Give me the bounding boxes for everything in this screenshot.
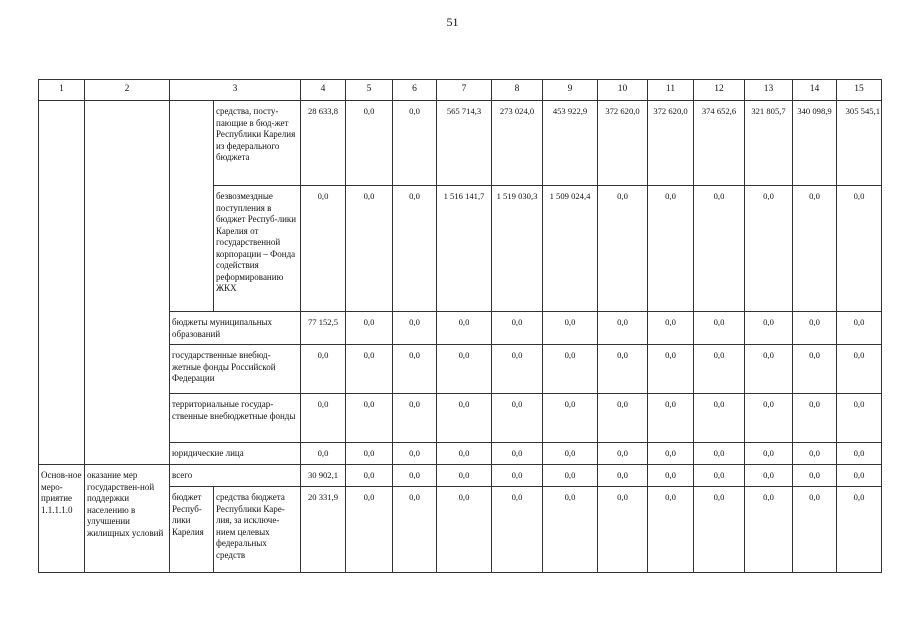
column-header: 12 [694,80,745,101]
value-cell: 0,0 [543,394,598,443]
column-header: 8 [492,80,543,101]
value-cell: 0,0 [393,394,437,443]
column-header: 11 [648,80,694,101]
value-cell: 0,0 [393,465,437,487]
value-cell: 0,0 [598,487,648,573]
value-cell: 0,0 [694,394,745,443]
value-cell: 0,0 [648,443,694,465]
value-cell: 0,0 [393,443,437,465]
value-cell: 453 922,9 [543,101,598,186]
total-label: всего [170,465,301,487]
row-label: безвозмездные поступления в бюджет Респуб-лики Карелия от государственной корпорации – Фонда содействия реформированию ЖКХ [214,186,301,312]
value-cell: 0,0 [437,443,492,465]
value-cell: 374 652,6 [694,101,745,186]
value-cell: 0,0 [745,487,793,573]
value-cell: 340 098,9 [793,101,837,186]
value-cell: 0,0 [837,394,882,443]
value-cell: 0,0 [346,345,393,394]
value-cell: 1 516 141,7 [437,186,492,312]
col2-blank-cell [85,101,170,465]
value-cell: 0,0 [437,312,492,345]
budget-sub-label: средства бюджета Республики Каре-лия, за исключе-нием целевых федеральных средств [214,487,301,573]
table-row [39,101,882,186]
value-cell: 0,0 [745,312,793,345]
value-cell: 0,0 [745,345,793,394]
value-cell: 0,0 [492,487,543,573]
value-cell: 0,0 [648,465,694,487]
value-cell: 0,0 [393,101,437,186]
column-header: 4 [301,80,346,101]
row-label: средства, посту-пающие в бюд-жет Республики Карелия из федерального бюджета [214,101,301,186]
col1-blank-cell [39,101,85,465]
value-cell: 0,0 [694,312,745,345]
value-cell: 0,0 [301,394,346,443]
row-label: бюджеты муниципальных образований [170,312,301,345]
value-cell: 0,0 [492,345,543,394]
value-cell: 0,0 [598,394,648,443]
value-cell: 0,0 [598,465,648,487]
value-cell: 321 805,7 [745,101,793,186]
value-cell: 0,0 [543,487,598,573]
value-cell: 0,0 [492,443,543,465]
value-cell: 0,0 [492,465,543,487]
value-cell: 273 024,0 [492,101,543,186]
event-name: оказание мер государствен-ной поддержки населению в улучшении жилищных условий [85,465,170,573]
value-cell: 0,0 [437,394,492,443]
value-cell: 28 633,8 [301,101,346,186]
value-cell: 0,0 [346,312,393,345]
value-cell: 0,0 [694,186,745,312]
row-label: юридические лица [170,443,301,465]
value-cell: 30 902,1 [301,465,346,487]
column-header: 15 [837,80,882,101]
value-cell: 0,0 [648,186,694,312]
value-cell: 0,0 [598,312,648,345]
value-cell: 77 152,5 [301,312,346,345]
value-cell: 0,0 [793,465,837,487]
value-cell: 0,0 [648,487,694,573]
value-cell: 305 545,1 [837,101,882,186]
value-cell: 0,0 [694,443,745,465]
column-header: 2 [85,80,170,101]
value-cell: 0,0 [745,394,793,443]
value-cell: 0,0 [492,312,543,345]
value-cell: 0,0 [648,394,694,443]
value-cell: 0,0 [346,443,393,465]
value-cell: 0,0 [837,443,882,465]
value-cell: 0,0 [346,394,393,443]
value-cell: 0,0 [793,487,837,573]
value-cell: 0,0 [437,465,492,487]
value-cell: 0,0 [492,394,543,443]
value-cell: 0,0 [793,345,837,394]
value-cell: 0,0 [301,186,346,312]
value-cell: 0,0 [437,345,492,394]
header-row [39,80,882,101]
column-header: 1 [39,80,85,101]
value-cell: 0,0 [837,186,882,312]
value-cell: 0,0 [598,186,648,312]
value-cell: 1 509 024,4 [543,186,598,312]
value-cell: 0,0 [837,465,882,487]
value-cell: 0,0 [346,101,393,186]
value-cell: 1 519 030,3 [492,186,543,312]
column-header: 7 [437,80,492,101]
value-cell: 0,0 [393,312,437,345]
value-cell: 0,0 [301,443,346,465]
row-label: государственные внебюд-жетные фонды Российской Федерации [170,345,301,394]
value-cell: 372 620,0 [648,101,694,186]
column-header: 5 [346,80,393,101]
value-cell: 0,0 [694,345,745,394]
value-cell: 0,0 [437,487,492,573]
column-header: 3 [170,80,301,101]
event-code: Основ-ное меро-приятие 1.1.1.1.0 [39,465,85,573]
column-header: 10 [598,80,648,101]
value-cell: 372 620,0 [598,101,648,186]
value-cell: 0,0 [793,394,837,443]
value-cell: 0,0 [301,345,346,394]
col3-blank-cell [170,101,214,312]
value-cell: 0,0 [346,487,393,573]
column-header: 6 [393,80,437,101]
value-cell: 0,0 [793,312,837,345]
column-header: 13 [745,80,793,101]
value-cell: 0,0 [393,186,437,312]
value-cell: 0,0 [598,443,648,465]
value-cell: 0,0 [543,345,598,394]
value-cell: 0,0 [694,465,745,487]
value-cell: 0,0 [598,345,648,394]
value-cell: 0,0 [694,487,745,573]
value-cell: 0,0 [745,186,793,312]
value-cell: 0,0 [837,312,882,345]
column-header: 9 [543,80,598,101]
value-cell: 0,0 [837,487,882,573]
value-cell: 565 714,3 [437,101,492,186]
value-cell: 0,0 [648,312,694,345]
row-label: территориальные государ-ственные внебюджетные фонды [170,394,301,443]
value-cell: 0,0 [543,312,598,345]
value-cell: 0,0 [346,465,393,487]
page-number: 51 [446,15,459,29]
value-cell: 0,0 [745,443,793,465]
event-total-row [39,465,882,487]
value-cell: 0,0 [793,443,837,465]
value-cell: 0,0 [346,186,393,312]
value-cell: 0,0 [837,345,882,394]
value-cell: 0,0 [543,465,598,487]
value-cell: 0,0 [393,487,437,573]
value-cell: 0,0 [745,465,793,487]
value-cell: 0,0 [793,186,837,312]
value-cell: 20 331,9 [301,487,346,573]
value-cell: 0,0 [393,345,437,394]
column-header: 14 [793,80,837,101]
value-cell: 0,0 [648,345,694,394]
budget-table [38,79,882,573]
budget-label: бюджет Респуб-лики Карелия [170,487,214,573]
value-cell: 0,0 [543,443,598,465]
